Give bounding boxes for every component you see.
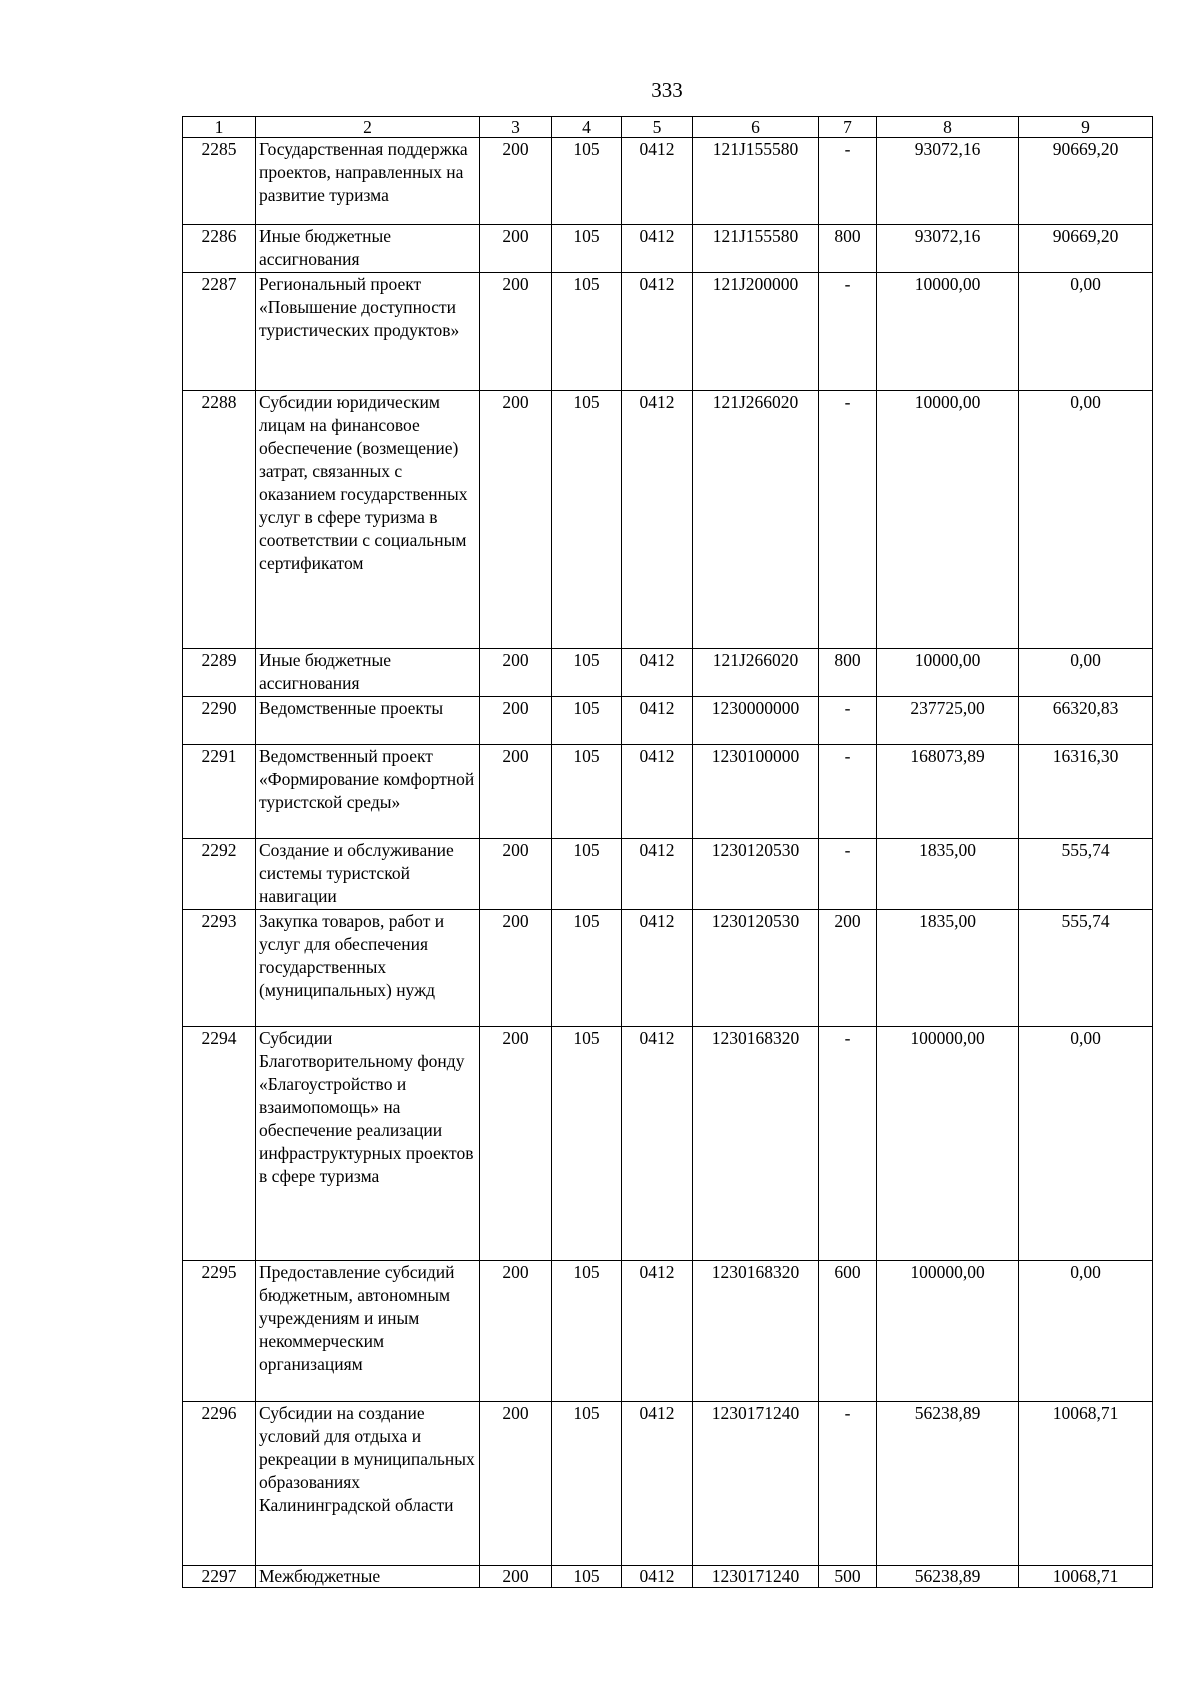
- header-cell: 9: [1019, 117, 1153, 138]
- row-name: Создание и обслуживание системы туристской навигации: [256, 839, 480, 910]
- row-number: 2296: [183, 1402, 256, 1566]
- cell-col5: 0412: [622, 138, 693, 225]
- row-number: 2297: [183, 1566, 256, 1588]
- cell-col3: 200: [480, 745, 552, 839]
- cell-col3: 200: [480, 839, 552, 910]
- header-cell: 2: [256, 117, 480, 138]
- cell-col3: 200: [480, 1402, 552, 1566]
- cell-col9: 555,74: [1019, 839, 1153, 910]
- cell-col3: 200: [480, 273, 552, 391]
- cell-col9: 0,00: [1019, 273, 1153, 391]
- table-row: [183, 225, 1153, 273]
- cell-col4: 105: [552, 839, 622, 910]
- row-number: 2294: [183, 1027, 256, 1261]
- row-name: Предоставление субсидий бюджетным, автономным учреждениям и иным некоммерческим организациям: [256, 1261, 480, 1402]
- cell-col8: 10000,00: [877, 273, 1019, 391]
- cell-col9: 0,00: [1019, 391, 1153, 649]
- header-cell: 1: [183, 117, 256, 138]
- cell-col4: 105: [552, 649, 622, 697]
- cell-col5: 0412: [622, 391, 693, 649]
- row-name: Региональный проект «Повышение доступности туристических продуктов»: [256, 273, 480, 391]
- cell-col5: 0412: [622, 1261, 693, 1402]
- cell-col5: 0412: [622, 225, 693, 273]
- cell-col3: 200: [480, 1027, 552, 1261]
- table-row: [183, 649, 1153, 697]
- page-number: 333: [651, 78, 683, 102]
- cell-col9: 10068,71: [1019, 1402, 1153, 1566]
- cell-col5: 0412: [622, 649, 693, 697]
- cell-col8: 1835,00: [877, 839, 1019, 910]
- cell-col4: 105: [552, 273, 622, 391]
- table-row: [183, 745, 1153, 839]
- cell-col4: 105: [552, 1402, 622, 1566]
- row-name: Закупка товаров, работ и услуг для обеспечения государственных (муниципальных) нужд: [256, 910, 480, 1027]
- header-row: [183, 117, 1153, 138]
- table-row: [183, 1566, 1153, 1588]
- row-name: Субсидии юридическим лицам на финансовое обеспечение (возмещение) затрат, связанных с оказанием государственных услуг в сфере туризма в соответствии с социальным сертификатом: [256, 391, 480, 649]
- row-name: Субсидии Благотворительному фонду «Благоустройство и взаимопомощь» на обеспечение реализации инфраструктурных проектов в сфере туризма: [256, 1027, 480, 1261]
- cell-col6: 1230171240: [693, 1402, 819, 1566]
- table-row: [183, 273, 1153, 391]
- cell-col8: 10000,00: [877, 649, 1019, 697]
- cell-col8: 56238,89: [877, 1402, 1019, 1566]
- cell-col7: 200: [819, 910, 877, 1027]
- cell-col5: 0412: [622, 1027, 693, 1261]
- cell-col4: 105: [552, 1566, 622, 1588]
- cell-col7: -: [819, 697, 877, 745]
- row-name: Государственная поддержка проектов, направленных на развитие туризма: [256, 138, 480, 225]
- cell-col5: 0412: [622, 910, 693, 1027]
- cell-col9: 90669,20: [1019, 138, 1153, 225]
- cell-col4: 105: [552, 697, 622, 745]
- row-number: 2289: [183, 649, 256, 697]
- cell-col8: 237725,00: [877, 697, 1019, 745]
- cell-col7: -: [819, 391, 877, 649]
- table-row: [183, 839, 1153, 910]
- cell-col9: 10068,71: [1019, 1566, 1153, 1588]
- cell-col5: 0412: [622, 745, 693, 839]
- cell-col6: 1230168320: [693, 1261, 819, 1402]
- row-number: 2287: [183, 273, 256, 391]
- cell-col9: 66320,83: [1019, 697, 1153, 745]
- cell-col3: 200: [480, 391, 552, 649]
- cell-col7: -: [819, 273, 877, 391]
- cell-col5: 0412: [622, 839, 693, 910]
- cell-col5: 0412: [622, 1402, 693, 1566]
- cell-col3: 200: [480, 1566, 552, 1588]
- table-row: [183, 1027, 1153, 1261]
- header-cell: 3: [480, 117, 552, 138]
- header-cell: 5: [622, 117, 693, 138]
- cell-col7: -: [819, 745, 877, 839]
- table-row: [183, 1261, 1153, 1402]
- row-number: 2291: [183, 745, 256, 839]
- row-name: Иные бюджетные ассигнования: [256, 225, 480, 273]
- cell-col9: 0,00: [1019, 1261, 1153, 1402]
- cell-col9: 90669,20: [1019, 225, 1153, 273]
- cell-col8: 100000,00: [877, 1261, 1019, 1402]
- cell-col9: 555,74: [1019, 910, 1153, 1027]
- budget-table: [182, 116, 1153, 1588]
- cell-col3: 200: [480, 910, 552, 1027]
- table-row: [183, 697, 1153, 745]
- cell-col7: -: [819, 1402, 877, 1566]
- cell-col4: 105: [552, 138, 622, 225]
- cell-col5: 0412: [622, 273, 693, 391]
- cell-col6: 1230120530: [693, 839, 819, 910]
- header-cell: 7: [819, 117, 877, 138]
- cell-col6: 121J155580: [693, 225, 819, 273]
- row-number: 2295: [183, 1261, 256, 1402]
- cell-col6: 121J266020: [693, 649, 819, 697]
- cell-col8: 1835,00: [877, 910, 1019, 1027]
- table-row: [183, 910, 1153, 1027]
- cell-col7: 500: [819, 1566, 877, 1588]
- table-row: [183, 391, 1153, 649]
- cell-col5: 0412: [622, 697, 693, 745]
- cell-col3: 200: [480, 1261, 552, 1402]
- cell-col8: 10000,00: [877, 391, 1019, 649]
- header-cell: 4: [552, 117, 622, 138]
- cell-col3: 200: [480, 649, 552, 697]
- cell-col6: 1230100000: [693, 745, 819, 839]
- cell-col6: 1230171240: [693, 1566, 819, 1588]
- cell-col7: -: [819, 839, 877, 910]
- cell-col7: 800: [819, 225, 877, 273]
- cell-col4: 105: [552, 225, 622, 273]
- cell-col5: 0412: [622, 1566, 693, 1588]
- cell-col7: -: [819, 138, 877, 225]
- cell-col3: 200: [480, 138, 552, 225]
- row-number: 2288: [183, 391, 256, 649]
- cell-col8: 100000,00: [877, 1027, 1019, 1261]
- cell-col9: 0,00: [1019, 649, 1153, 697]
- row-number: 2286: [183, 225, 256, 273]
- cell-col7: 600: [819, 1261, 877, 1402]
- cell-col9: 0,00: [1019, 1027, 1153, 1261]
- cell-col6: 1230000000: [693, 697, 819, 745]
- cell-col6: 121J200000: [693, 273, 819, 391]
- row-name: Межбюджетные: [256, 1566, 480, 1588]
- cell-col9: 16316,30: [1019, 745, 1153, 839]
- cell-col4: 105: [552, 1027, 622, 1261]
- row-number: 2292: [183, 839, 256, 910]
- cell-col4: 105: [552, 391, 622, 649]
- cell-col6: 1230120530: [693, 910, 819, 1027]
- row-name: Ведомственный проект «Формирование комфортной туристской среды»: [256, 745, 480, 839]
- table-row: [183, 138, 1153, 225]
- cell-col3: 200: [480, 225, 552, 273]
- header-cell: 6: [693, 117, 819, 138]
- row-name: Субсидии на создание условий для отдыха и рекреации в муниципальных образованиях Калининградской области: [256, 1402, 480, 1566]
- header-cell: 8: [877, 117, 1019, 138]
- cell-col7: 800: [819, 649, 877, 697]
- cell-col8: 93072,16: [877, 138, 1019, 225]
- cell-col4: 105: [552, 910, 622, 1027]
- table-row: [183, 1402, 1153, 1566]
- cell-col4: 105: [552, 745, 622, 839]
- row-number: 2285: [183, 138, 256, 225]
- cell-col7: -: [819, 1027, 877, 1261]
- cell-col3: 200: [480, 697, 552, 745]
- cell-col6: 1230168320: [693, 1027, 819, 1261]
- cell-col8: 56238,89: [877, 1566, 1019, 1588]
- cell-col8: 168073,89: [877, 745, 1019, 839]
- cell-col4: 105: [552, 1261, 622, 1402]
- cell-col6: 121J266020: [693, 391, 819, 649]
- row-number: 2293: [183, 910, 256, 1027]
- row-number: 2290: [183, 697, 256, 745]
- row-name: Ведомственные проекты: [256, 697, 480, 745]
- cell-col6: 121J155580: [693, 138, 819, 225]
- row-name: Иные бюджетные ассигнования: [256, 649, 480, 697]
- cell-col8: 93072,16: [877, 225, 1019, 273]
